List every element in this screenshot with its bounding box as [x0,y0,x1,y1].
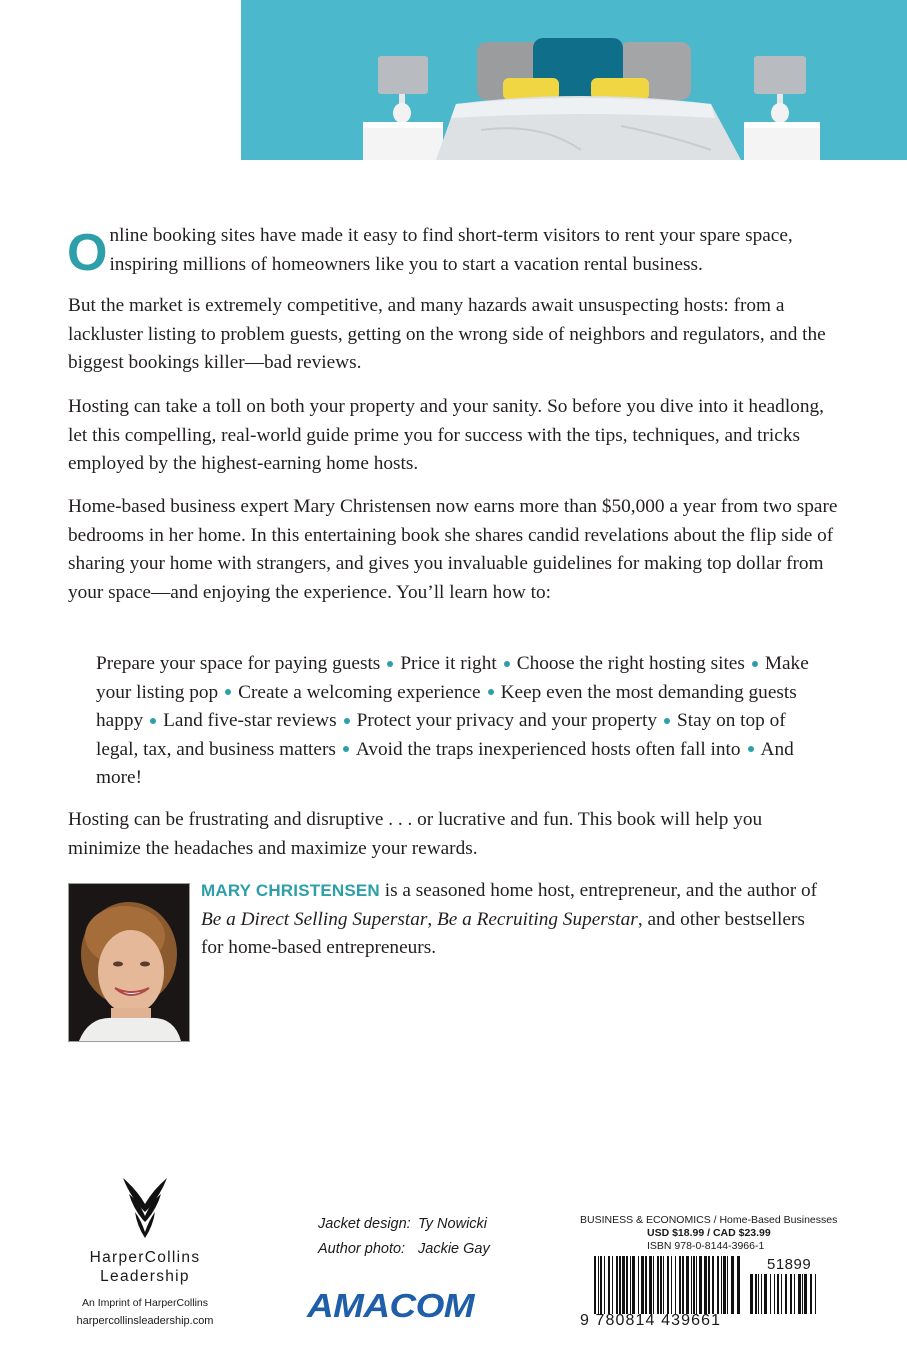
learn-list [96,650,816,793]
intro-paragraph [67,222,838,282]
author-bio-text: , and other bestsellers for home-based entrepreneurs. [201,908,805,958]
bullet-dot-icon [748,746,754,752]
closing-paragraph: Hosting can be frustrating and disruptive . . . or lucrative and fun. This book will help you minimize the headaches and maximize your rewards. [68,809,763,859]
bullet-dot-icon [150,718,156,724]
barcode-block [580,1214,850,1329]
bullet-dot-icon [225,689,231,695]
book-title: Be a Direct Selling Superstar [201,908,428,930]
publisher-imprint: An Imprint of HarperCollins [81,1297,209,1309]
jacket-value: Ty Nowicki [418,1216,488,1232]
book-title: Be a Recruiting Superstar [436,908,638,930]
list-item: Land five-star reviews [163,710,337,731]
barcode-ext-digits: 51899 [767,1256,812,1273]
list-item: Create a welcoming experience [238,681,481,703]
publisher-sub: Leadership [100,1268,190,1285]
list-item: Keep even the most demanding guests happy [96,681,797,731]
category-text: BUSINESS & ECONOMICS / Home-Based Businesses [580,1214,838,1226]
list-item: Stay on top of legal, tax, and business matters [96,710,786,760]
bullet-dot-icon [752,661,758,667]
credits [318,1212,490,1262]
isbn-text: ISBN 978-0-8144-3966-1 [647,1240,765,1252]
amacom-logo: AMACOM [307,1287,475,1324]
publisher-name: HarperCollins [89,1249,201,1266]
barcode-main-digits: 9 780814 439661 [580,1312,722,1329]
market-paragraph: But the market is extremely competitive, and many hazards await unsuspecting hosts: from a lackluster listing to problem guests, getting on the wrong side of neighbors and regulators, and the biggest bookings killer—bad reviews. [68,295,826,373]
author-bio-text: , [427,908,437,930]
author-bio-text: is a seasoned home host, entrepreneur, and the author of [379,880,818,901]
author-name: MARY CHRISTENSEN [201,881,380,900]
author-photo [68,883,190,1042]
jacket-label: Jacket design: [318,1216,411,1232]
bullet-dot-icon [504,661,510,667]
list-item: Make your listing pop [96,653,809,703]
bullet-dot-icon [664,718,670,724]
list-item: Protect your privacy and your property [356,710,657,731]
publisher-logo [40,1176,250,1327]
photo-value: Jackie Gay [418,1241,490,1257]
list-item: And more! [96,738,794,788]
list-item: Avoid the traps inexperienced hosts often fall into [355,738,741,760]
expert-paragraph: Home-based business expert Mary Christensen now earns more than $50,000 a year from two spare bedrooms in her home. In this entertaining book she shares candid revelations about the flip side of sharing your home with strangers, and gives you invaluable guidelines for making top dollar from your space—and enjoying the experience. You’ll learn how to: [68,496,838,603]
publisher-url: harpercollinsleadership.com [76,1315,214,1327]
list-item: Prepare your space for paying guests [96,653,381,674]
author-bio [201,877,821,963]
drop-cap: O [67,224,108,282]
bullet-dot-icon [488,689,494,695]
photo-label: Author photo: [318,1241,406,1257]
bullet-dot-icon [343,746,349,752]
bullet-dot-icon [387,661,393,667]
harpercollins-fire-water-icon [115,1176,175,1240]
intro-text: nline booking sites have made it easy to find short-term visitors to rent your spare space, inspiring millions of homeowners like you to start a vacation rental business. [109,225,793,275]
bullet-dot-icon [344,718,350,724]
list-item: Price it right [400,653,497,674]
price-text: USD $18.99 / CAD $23.99 [647,1227,771,1239]
hero-bedroom-image [241,0,907,160]
barcode [580,1256,830,1332]
list-item: Choose the right hosting sites [516,653,745,674]
hosting-paragraph: Hosting can take a toll on both your property and your sanity. So before you dive into it headlong, let this compelling, real-world guide prime you for success with the tips, techniques, and tricks employed by the highest-earning home hosts. [68,396,824,474]
